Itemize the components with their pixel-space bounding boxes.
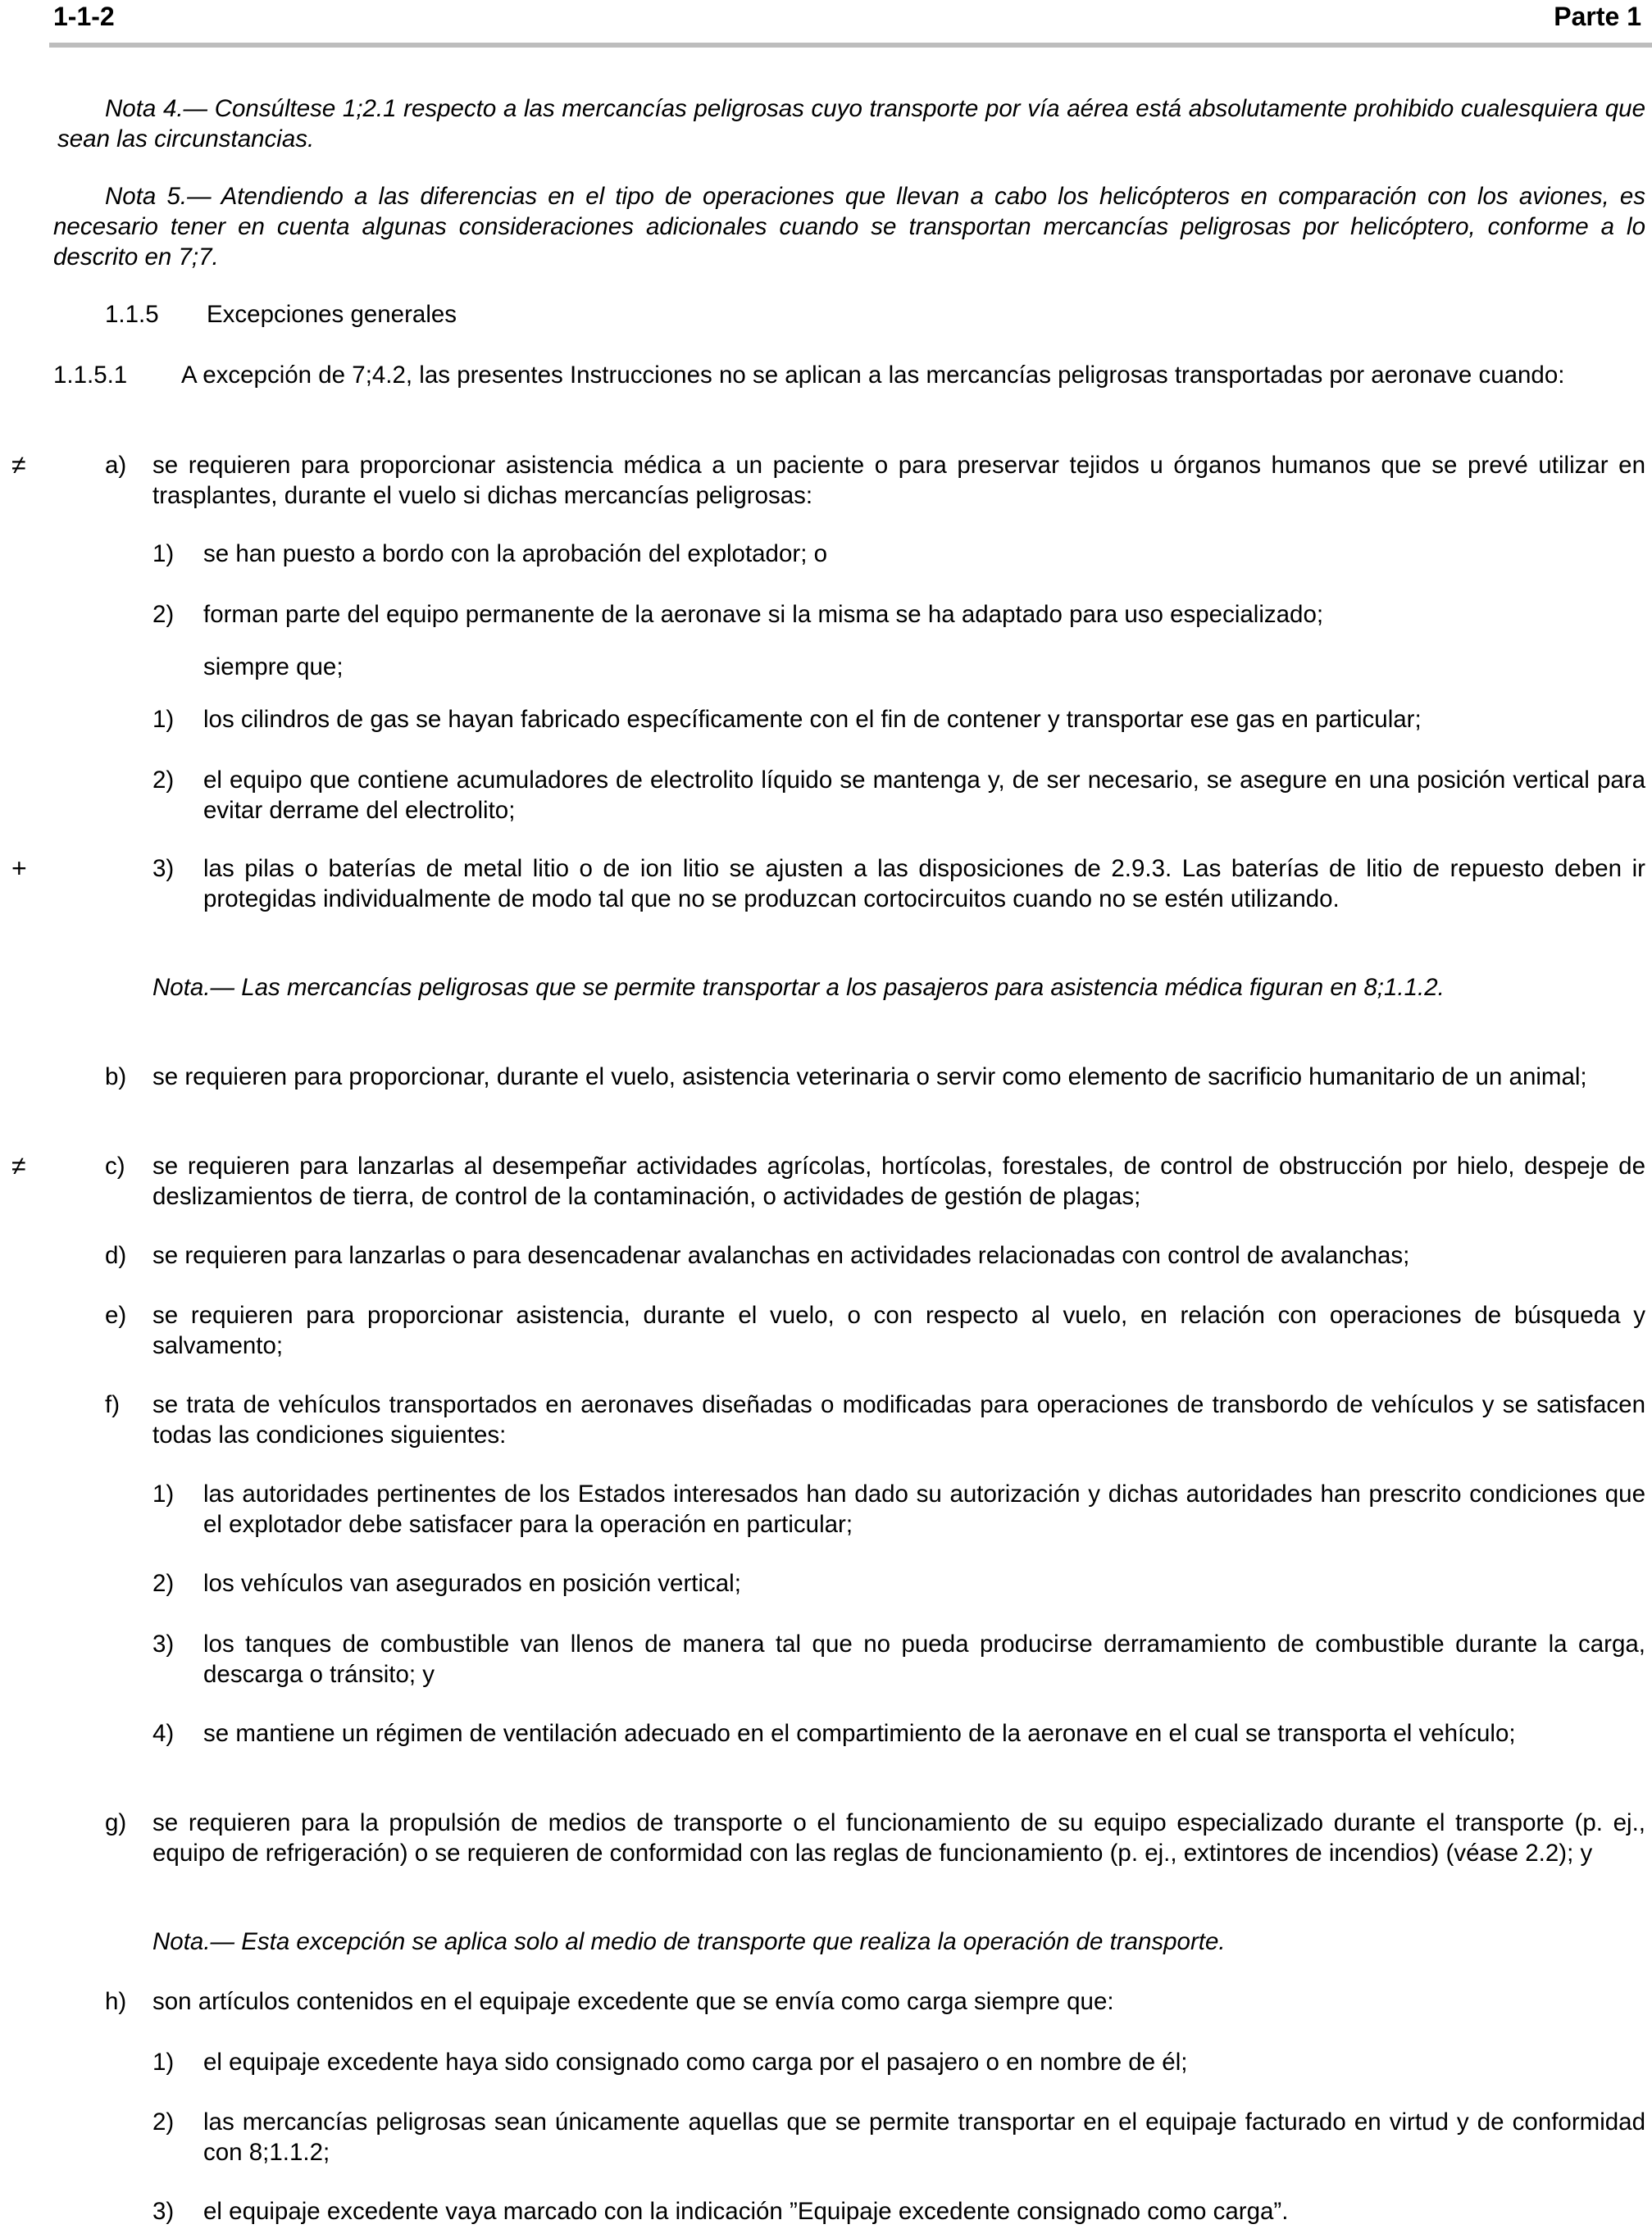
subitem-text-a2: forman parte del equipo permanente de la aeronave si la misma se ha adaptado para uso especializado; (203, 601, 1324, 628)
subitem-text-h3: el equipaje excedente vaya marcado con la indicación ”Equipaje excedente consignado como carga”. (203, 2198, 1289, 2225)
subitem-text-a1: se han puesto a bordo con la aprobación del explotador; o (203, 540, 827, 567)
item-text-d: se requieren para lanzarlas o para desencadenar avalanchas en actividades relacionadas con control de avalanchas; (152, 1242, 1410, 1269)
condition-text-3: las pilas o baterías de metal litio o de ion litio se ajusten a las disposiciones de 2.9.3. Las baterías de litio de repuesto deben ir protegidas individualmente de modo tal que no se produzcan cortocircuitos cuando no se estén utilizando. (203, 855, 1645, 912)
subitem-text-f4: se mantiene un régimen de ventilación adecuado en el compartimiento de la aeronave en el cual se transporta el vehículo; (203, 1720, 1516, 1747)
condition-label-3: 3) (152, 855, 175, 882)
subitem-label-f2: 2) (152, 1570, 175, 1597)
subitem-label-h2: 2) (152, 2108, 175, 2136)
item-text-f: se trata de vehículos transportados en aeronaves diseñadas o modificadas para operaciones de transbordo de vehículos y se satisfacen todas las condiciones siguientes: (152, 1391, 1645, 1449)
condition-text-2: el equipo que contiene acumuladores de electrolito líquido se mantenga y, de ser necesario, se asegure en una posición vertical para evitar derrame del electrolito; (203, 767, 1645, 824)
nota-item-a: Nota.— Las mercancías peligrosas que se permite transportar a los pasajeros para asistencia médica figuran en 8;1.1.2. (152, 974, 1445, 1001)
item-label-g: g) (105, 1809, 127, 1836)
header-rule (49, 43, 1652, 48)
item-label-e: e) (105, 1302, 127, 1329)
nota-5: Nota 5.— Atendiendo a las diferencias en el tipo de operaciones que llevan a cabo los helicópteros en comparación con los aviones, es necesario tener en cuenta algunas consideraciones adicionales cuando se transportan mercancías peligrosas por helicóptero, conforme a lo descrito en 7;7. (53, 183, 1645, 271)
condition-text-1: los cilindros de gas se hayan fabricado específicamente con el fin de contener y transportar ese gas en particular; (203, 706, 1422, 733)
item-label-f: f) (105, 1391, 121, 1418)
siempre-que: siempre que; (203, 653, 344, 680)
paragraph-number: 1.1.5.1 (53, 362, 128, 389)
item-label-c: c) (105, 1153, 125, 1180)
item-text-h: son artículos contenidos en el equipaje excedente que se envía como carga siempre que: (152, 1988, 1114, 2015)
subitem-text-h2: las mercancías peligrosas sean únicamente aquellas que se permite transportar en el equipaje facturado en virtud y de conformidad con 8;1.1.2; (203, 2108, 1645, 2166)
subitem-label-h1: 1) (152, 2049, 175, 2076)
part-title: Parte 1 (1554, 2, 1641, 31)
subitem-label-a1: 1) (152, 540, 175, 567)
item-label-d: d) (105, 1242, 127, 1269)
condition-label-2: 2) (152, 767, 175, 794)
item-text-a: se requieren para proporcionar asistencia médica a un paciente o para preservar tejidos u órganos humanos que se prevé utilizar en trasplantes, durante el vuelo si dichas mercancías peligrosas: (152, 452, 1645, 509)
item-text-b: se requieren para proporcionar, durante el vuelo, asistencia veterinaria o servir como elemento de sacrificio humanitario de un animal; (152, 1063, 1587, 1090)
item-text-g: se requieren para la propulsión de medios de transporte o el funcionamiento de su equipo especializado durante el transporte (p. ej., equipo de refrigeración) o se requieren de conformidad con las reglas de funcionamiento (p. ej., extintores de incendios) (véase 2.2); y (152, 1809, 1645, 1867)
item-label-h: h) (105, 1988, 127, 2015)
change-mark: ≠ (11, 450, 26, 480)
subitem-label-f1: 1) (152, 1481, 175, 1508)
subitem-label-a2: 2) (152, 601, 175, 628)
addition-mark: + (11, 853, 27, 883)
paragraph-text: A excepción de 7;4.2, las presentes Instrucciones no se aplican a las mercancías peligrosas transportadas por aeronave cuando: (181, 362, 1565, 389)
nota-item-g: Nota.— Esta excepción se aplica solo al medio de transporte que realiza la operación de transporte. (152, 1928, 1226, 1955)
subitem-label-f3: 3) (152, 1631, 175, 1658)
condition-label-1: 1) (152, 706, 175, 733)
change-mark: ≠ (11, 1151, 26, 1180)
item-text-c: se requieren para lanzarlas al desempeñar actividades agrícolas, hortícolas, forestales, de control de obstrucción por hielo, despeje de deslizamientos de tierra, de control de la contaminación, o actividades de gestión de plagas; (152, 1153, 1645, 1210)
item-label-b: b) (105, 1063, 127, 1090)
item-text-e: se requieren para proporcionar asistencia, durante el vuelo, o con respecto al vuelo, en relación con operaciones de búsqueda y salvamento; (152, 1302, 1645, 1359)
subitem-label-f4: 4) (152, 1720, 175, 1747)
nota-4: Nota 4.— Consúltese 1;2.1 respecto a las mercancías peligrosas cuyo transporte por vía aérea está absolutamente prohibido cualesquiera que sean las circunstancias. (57, 95, 1645, 152)
section-title: Excepciones generales (207, 301, 457, 328)
item-label-a: a) (105, 452, 127, 479)
subitem-text-f1: las autoridades pertinentes de los Estados interesados han dado su autorización y dichas autoridades han prescrito condiciones que el explotador debe satisfacer para la operación en particular; (203, 1481, 1645, 1538)
page-number: 1-1-2 (53, 2, 115, 31)
subitem-text-f3: los tanques de combustible van llenos de manera tal que no pueda producirse derramamiento de combustible durante la carga, descarga o tránsito; y (203, 1631, 1645, 1688)
section-number: 1.1.5 (105, 301, 159, 328)
subitem-text-h1: el equipaje excedente haya sido consignado como carga por el pasajero o en nombre de él; (203, 2049, 1188, 2076)
subitem-label-h3: 3) (152, 2198, 175, 2225)
subitem-text-f2: los vehículos van asegurados en posición vertical; (203, 1570, 741, 1597)
